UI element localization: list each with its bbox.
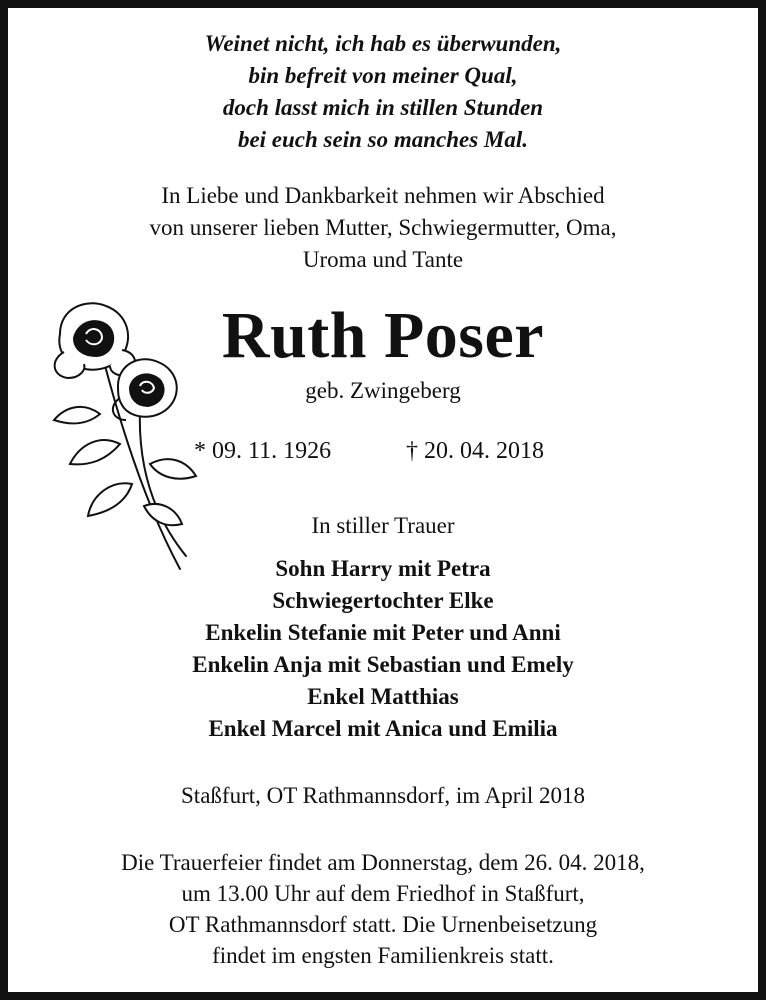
- family-member: Sohn Harry mit Petra: [275, 556, 491, 581]
- verse-line: bei euch sein so manches Mal.: [237, 127, 529, 152]
- death-date: † 20. 04. 2018: [406, 438, 544, 464]
- intro-line: Uroma und Tante: [302, 247, 464, 272]
- verse-line: Weinet nicht, ich hab es überwunden,: [204, 31, 562, 56]
- intro-line: von unserer lieben Mutter, Schwiegermutter, Oma,: [149, 215, 617, 240]
- place-date: Staßfurt, OT Rathmannsdorf, im April 2018: [181, 783, 585, 808]
- verse-line: doch lasst mich in stillen Stunden: [222, 95, 544, 120]
- service-line: findet im engsten Familienkreis statt.: [212, 943, 554, 968]
- mourning-label: In stiller Trauer: [311, 513, 455, 538]
- birth-date: * 09. 11. 1926: [194, 438, 332, 464]
- family-member: Schwiegertochter Elke: [272, 588, 494, 613]
- service-line: OT Rathmannsdorf statt. Die Urnenbeisetzung: [168, 912, 598, 937]
- service-line: um 13.00 Uhr auf dem Friedhof in Staßfurt,: [181, 881, 585, 906]
- verse-line: bin befreit von meiner Qual,: [248, 63, 518, 88]
- intro-line: In Liebe und Dankbarkeit nehmen wir Abschied: [161, 183, 605, 208]
- deceased-name: Ruth Poser: [221, 299, 545, 372]
- birth-name: geb. Zwingeberg: [305, 378, 461, 403]
- family-member: Enkel Marcel mit Anica und Emilia: [208, 716, 558, 741]
- life-dates: [8, 436, 758, 466]
- family-member: Enkelin Stefanie mit Peter und Anni: [205, 620, 561, 645]
- family-member: Enkelin Anja mit Sebastian und Emely: [192, 652, 574, 677]
- service-line: Die Trauerfeier findet am Donnerstag, dem 26. 04. 2018,: [121, 850, 645, 875]
- family-member: Enkel Matthias: [307, 684, 459, 709]
